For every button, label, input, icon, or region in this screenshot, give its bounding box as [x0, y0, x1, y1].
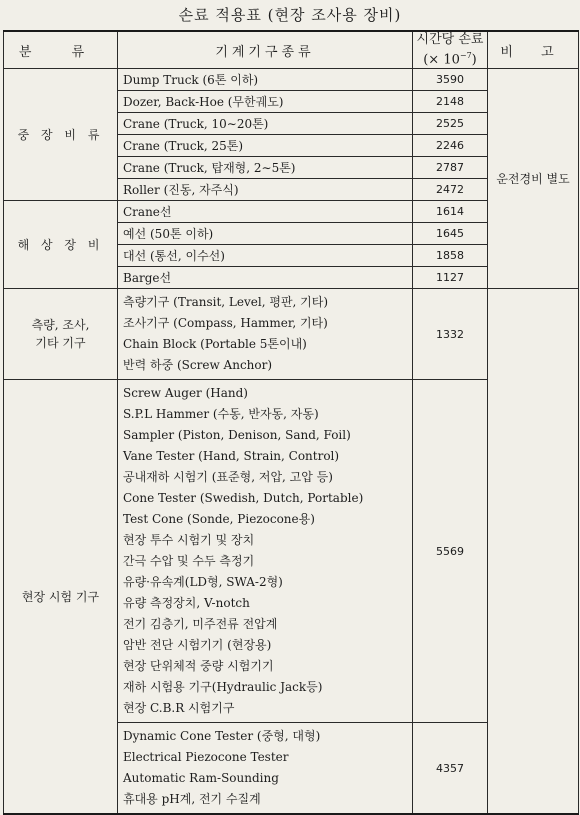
list-item: S.P.L Hammer (수동, 반자동, 자동) — [123, 407, 319, 422]
note-cell-empty — [488, 289, 579, 815]
category-marine-label: 해 상 장 비 — [17, 237, 104, 252]
header-category: 분 류 — [4, 31, 118, 69]
item-rate: 4357 — [413, 723, 488, 815]
list-item: Vane Tester (Hand, Strain, Control) — [123, 449, 340, 464]
header-rate — [413, 31, 488, 69]
header-row — [4, 31, 579, 69]
category-survey — [4, 289, 118, 380]
category-survey-line1: 측량, 조사, — [31, 318, 90, 333]
list-item: Screw Auger (Hand) — [123, 386, 248, 401]
item-rate: 1614 — [413, 201, 488, 223]
list-item: 현장 투수 시험기 및 장치 — [123, 533, 255, 548]
list-item: 현장 C.B.R 시험기구 — [123, 701, 235, 716]
list-item: 현장 단위체적 중량 시험기기 — [123, 659, 274, 674]
item-rate: 1645 — [413, 223, 488, 245]
category-field-label: 현장 시험 기구 — [21, 589, 100, 604]
category-heavy — [4, 69, 118, 201]
equipment-rate-table — [3, 30, 579, 815]
item-name: Crane (Truck, 탑재형, 2∼5톤) — [118, 157, 413, 179]
list-item: 측량기구 (Transit, Level, 평판, 기타) — [123, 295, 329, 310]
category-marine — [4, 201, 118, 289]
header-rate-base: (× 10 — [423, 52, 460, 68]
header-note: 비 고 — [488, 31, 579, 69]
header-item: 기계기구종류 — [118, 31, 413, 69]
table-row — [4, 289, 579, 380]
note-cell: 운전경비 별도 — [488, 69, 579, 289]
survey-items — [118, 289, 413, 380]
list-item: 전기 김층기, 미주전류 전압계 — [123, 617, 278, 632]
category-heavy-label: 중 장 비 류 — [17, 127, 104, 142]
item-rate: 3590 — [413, 69, 488, 91]
list-item: Chain Block (Portable 5톤이내) — [123, 337, 307, 352]
field-items-block2 — [118, 723, 413, 815]
item-name: Dump Truck (6톤 이하) — [118, 69, 413, 91]
list-item: 암반 전단 시험기기 (현장용) — [123, 638, 272, 653]
item-rate: 2787 — [413, 157, 488, 179]
table-row — [4, 69, 579, 91]
item-name: Crane (Truck, 25톤) — [118, 135, 413, 157]
item-name: Dozer, Back-Hoe (무한궤도) — [118, 91, 413, 113]
item-rate: 1127 — [413, 267, 488, 289]
list-item: 반력 하중 (Screw Anchor) — [123, 358, 273, 373]
list-item: 간극 수압 및 수두 측정기 — [123, 554, 255, 569]
item-name: Roller (진동, 자주식) — [118, 179, 413, 201]
list-item: 공내재하 시험기 (표준형, 저압, 고압 등) — [123, 470, 333, 485]
item-rate: 2472 — [413, 179, 488, 201]
list-item: Automatic Ram-Sounding — [123, 771, 279, 786]
item-rate: 2246 — [413, 135, 488, 157]
item-rate: 1858 — [413, 245, 488, 267]
item-name: Crane선 — [118, 201, 413, 223]
item-name: 예선 (50톤 이하) — [118, 223, 413, 245]
header-rate-exponent: −7 — [459, 51, 472, 60]
page-title: 손료 적용표 (현장 조사용 장비) — [178, 6, 402, 24]
list-item: Sampler (Piston, Denison, Sand, Foil) — [123, 428, 351, 443]
list-item: Electrical Piezocone Tester — [123, 750, 289, 765]
list-item: Cone Tester (Swedish, Dutch, Portable) — [123, 491, 364, 506]
list-item: 휴대용 pH계, 전기 수질계 — [123, 792, 261, 807]
header-rate-line2 — [413, 48, 487, 68]
item-rate: 2148 — [413, 91, 488, 113]
item-rate: 1332 — [413, 289, 488, 380]
list-item: 유량·유속계(LD형, SWA-2형) — [123, 575, 283, 590]
header-rate-close: ) — [471, 52, 477, 68]
list-item: 유량 측정장치, V-notch — [123, 596, 250, 611]
list-item: 조사기구 (Compass, Hammer, 기타) — [123, 316, 328, 331]
item-name: Crane (Truck, 10∼20톤) — [118, 113, 413, 135]
list-item: Test Cone (Sonde, Piezocone용) — [123, 512, 315, 527]
item-name: Barge선 — [118, 267, 413, 289]
header-rate-line1: 시간당 손료 — [416, 32, 484, 47]
item-name: 대선 (통선, 이수선) — [118, 245, 413, 267]
list-item: 재하 시험용 기구(Hydraulic Jack등) — [123, 680, 323, 695]
list-item: Dynamic Cone Tester (중형, 대형) — [123, 729, 321, 744]
category-field — [4, 380, 118, 815]
category-survey-line2: 기타 기구 — [35, 336, 86, 351]
item-rate: 5569 — [413, 380, 488, 723]
item-rate: 2525 — [413, 113, 488, 135]
field-items-block1 — [118, 380, 413, 723]
